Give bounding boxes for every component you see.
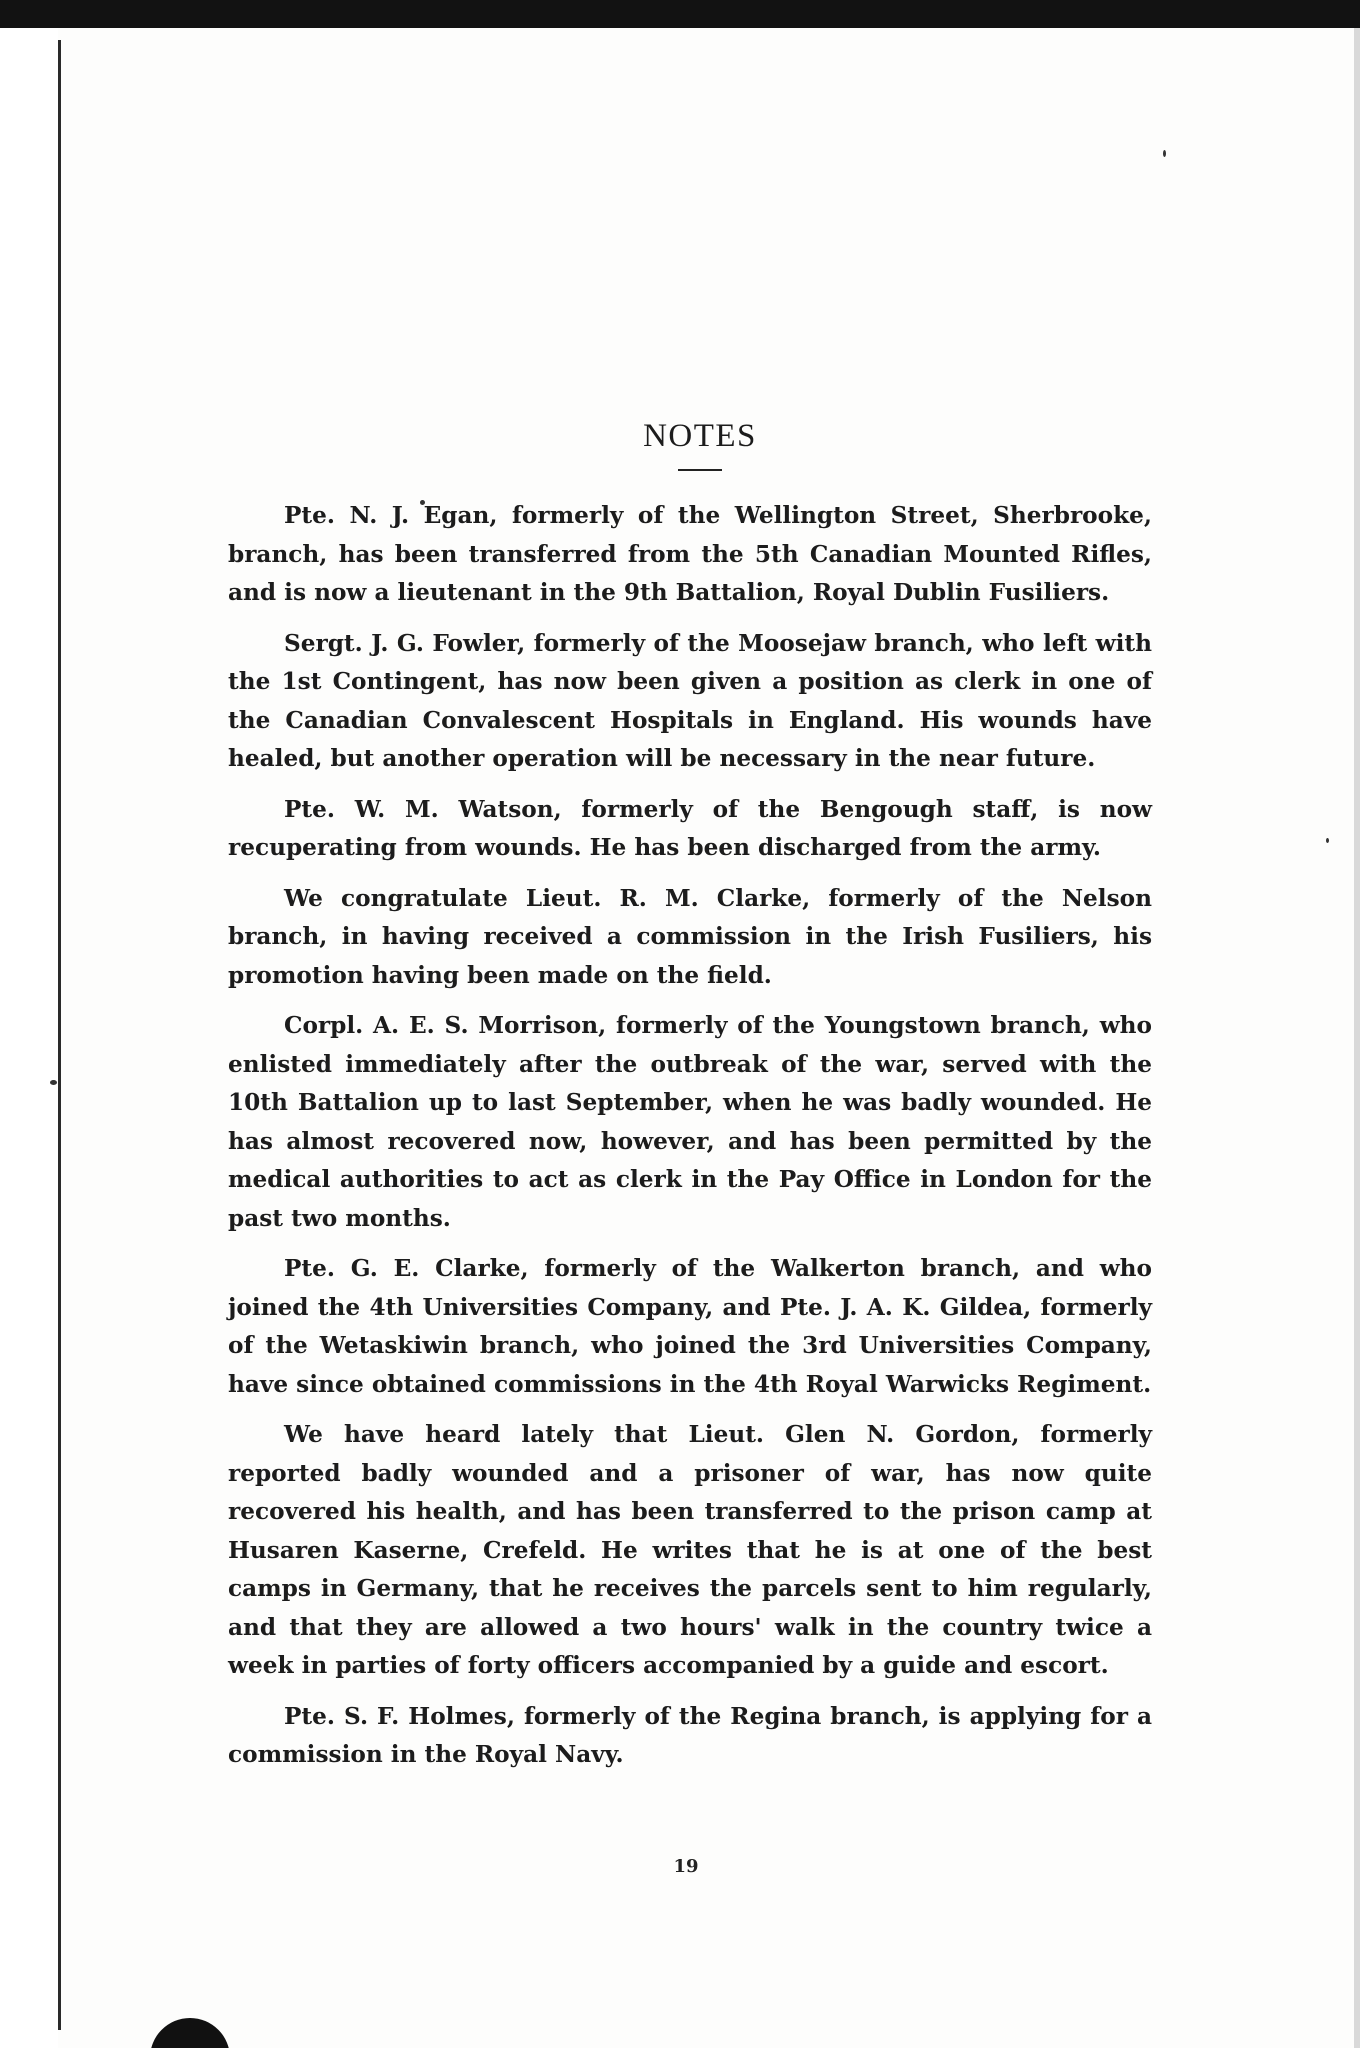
scan-top-border [0,0,1360,28]
page-number: 19 [673,1856,699,1877]
notes-article [228,418,1152,1787]
dust-speck [50,1080,57,1085]
binding-edge-line [58,40,61,2030]
title-divider [678,469,722,471]
left-margin [0,28,58,2048]
note-paragraph: We have heard lately that Lieut. Glen N. Gordon, formerly reported badly wounded and a prisoner of war, has now quite recovered his health, and has been transferred to the prison camp at Husaren Kaserne, Crefeld. He writes that he is at one of the best camps in Germany, that he receives the parcels sent to him regularly, and that they are allowed a two hours' walk in the country twice a week in parties of forty officers accompanied by a guide and escort. [228,1421,1152,1679]
note-paragraph: Sergt. J. G. Fowler, formerly of the Moosejaw branch, who left with the 1st Contingent, has now been given a position as clerk in one of the Canadian Convalescent Hospitals in England. His wounds have healed, but another operation will be necessary in the near future. [228,629,1152,772]
dust-speck [1326,838,1329,843]
scan-artifact [150,2018,230,2048]
note-paragraph: Pte. S. F. Holmes, formerly of the Regina branch, is applying for a commission in the Royal Navy. [228,1702,1152,1768]
right-page-edge [1354,28,1360,2048]
dust-speck [1163,150,1166,157]
note-paragraph: Pte. W. M. Watson, formerly of the Bengough staff, is now recuperating from wounds. He has been discharged from the army. [228,795,1152,861]
note-paragraph: Pte. G. E. Clarke, formerly of the Walkerton branch, and who joined the 4th Universities Company, and Pte. J. A. K. Gildea, formerly of the Wetaskiwin branch, who joined the 3rd Universities Company, have since obtained commissions in the 4th Royal Warwicks Regiment. [228,1255,1152,1398]
page-title: NOTES [643,418,757,454]
note-paragraph: Corpl. A. E. S. Morrison, formerly of the Youngstown branch, who enlisted immediately after the outbreak of the war, served with the 10th Battalion up to last September, when he was badly wounded. He has almost recovered now, however, and has been permitted by the medical authorities to act as clerk in the Pay Office in London for the past two months. [228,1012,1152,1232]
note-paragraph: We congratulate Lieut. R. M. Clarke, formerly of the Nelson branch, in having received a commission in the Irish Fusiliers, his promotion having been made on the field. [228,884,1152,989]
note-paragraph: Pte. N. J. Egan, formerly of the Wellington Street, Sherbrooke, branch, has been transferred from the 5th Canadian Mounted Rifles, and is now a lieutenant in the 9th Battalion, Royal Dublin Fusiliers. [228,502,1152,606]
